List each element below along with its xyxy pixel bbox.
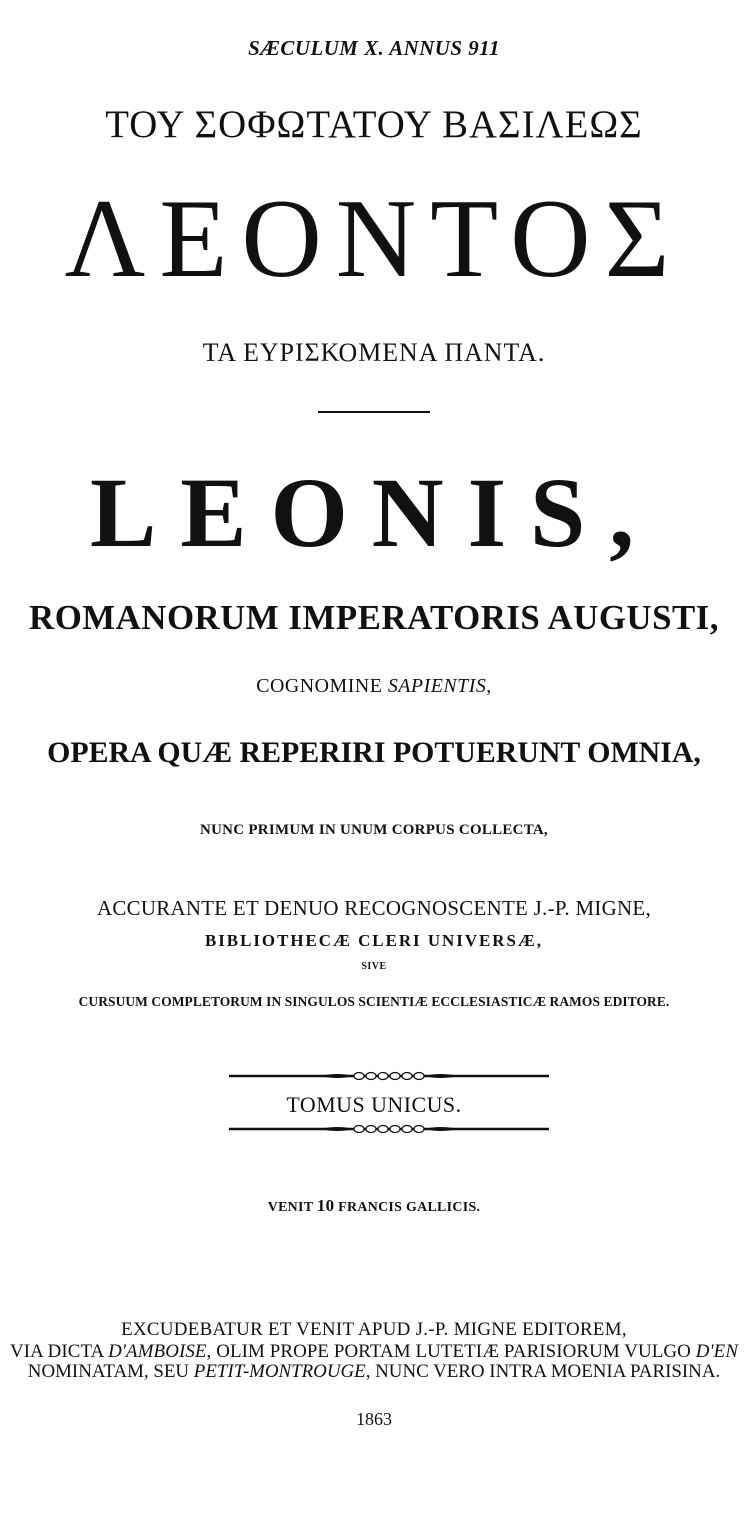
greek-subtitle: ΤΟΥ ΣΟΦΩΤΑΤΟΥ ΒΑΣΙΛΕΩΣ (105, 103, 643, 146)
ornamental-rule-top (229, 1069, 549, 1083)
nunc-line: NUNC PRIMUM IN UNUM CORPUS COLLECTA, (200, 822, 548, 838)
imprint-line-2 (2, 1342, 746, 1361)
cognomine-line (2, 676, 746, 696)
price-amount: 10 (316, 1196, 335, 1215)
imprint-line-3-b: PETIT-MONTROUGE (193, 1361, 366, 1382)
imprint-line-3-c: , NUNC VERO INTRA MOENIA PARISINA. (365, 1361, 721, 1382)
cognomine-prefix: COGNOMINE (256, 675, 388, 697)
latin-title: LEONIS, (89, 457, 659, 568)
cognomine-italic: SAPIENTIS (387, 675, 487, 697)
cursuum-line: CURSUUM COMPLETORUM IN SINGULOS SCIENTIÆ ECCLESIASTICÆ RAMOS EDITORE. (78, 994, 670, 1009)
price-suffix: FRANCIS GALLICIS. (334, 1200, 481, 1215)
ornamental-rule-bottom (229, 1122, 549, 1136)
accurante-line: ACCURANTE ET DENUO RECOGNOSCENTE J.-P. MIGNE, (96, 896, 651, 920)
greek-title: ΛΕΟΝΤΟΣ (64, 177, 684, 301)
imprint-line-2-a: VIA DICTA (9, 1341, 109, 1362)
bibliotheca-line: BIBLIOTHECÆ CLERI UNIVERSÆ, (204, 931, 544, 950)
romanorum-line: ROMANORUM IMPERATORIS AUGUSTI, (29, 598, 719, 637)
short-rule-divider (318, 411, 430, 413)
tomus-label: TOMUS UNICUS. (286, 1092, 462, 1117)
opera-line: OPERA QUÆ REPERIRI POTUERUNT OMNIA, (47, 736, 701, 769)
cognomine-suffix: , (486, 675, 492, 697)
imprint-line-2-c: , OLIM PROPE PORTAM LUTETIÆ PARISIORUM VULGO (206, 1341, 696, 1362)
imprint-line-3-a: NOMINATAM, SEU (27, 1361, 194, 1382)
imprint-line-1: EXCUDEBATUR ET VENIT APUD J.-P. MIGNE EDITOREM, (121, 1319, 627, 1340)
imprint-line-2-b: D'AMBOISE (108, 1341, 207, 1362)
price-prefix: VENIT (267, 1200, 317, 1215)
sive-line: SIVE (361, 961, 387, 972)
publication-year: 1863 (356, 1409, 392, 1429)
greek-subtitle-2: ΤΑ ΕΥΡΙΣΚΟΜΕΝΑ ΠΑΝΤΑ. (202, 338, 546, 367)
saeculum-heading: SÆCULUM X. ANNUS 911 (248, 36, 500, 60)
price-line (2, 1197, 746, 1215)
imprint-line-2-d: D'EN (695, 1341, 739, 1362)
imprint-line-3 (2, 1362, 746, 1381)
